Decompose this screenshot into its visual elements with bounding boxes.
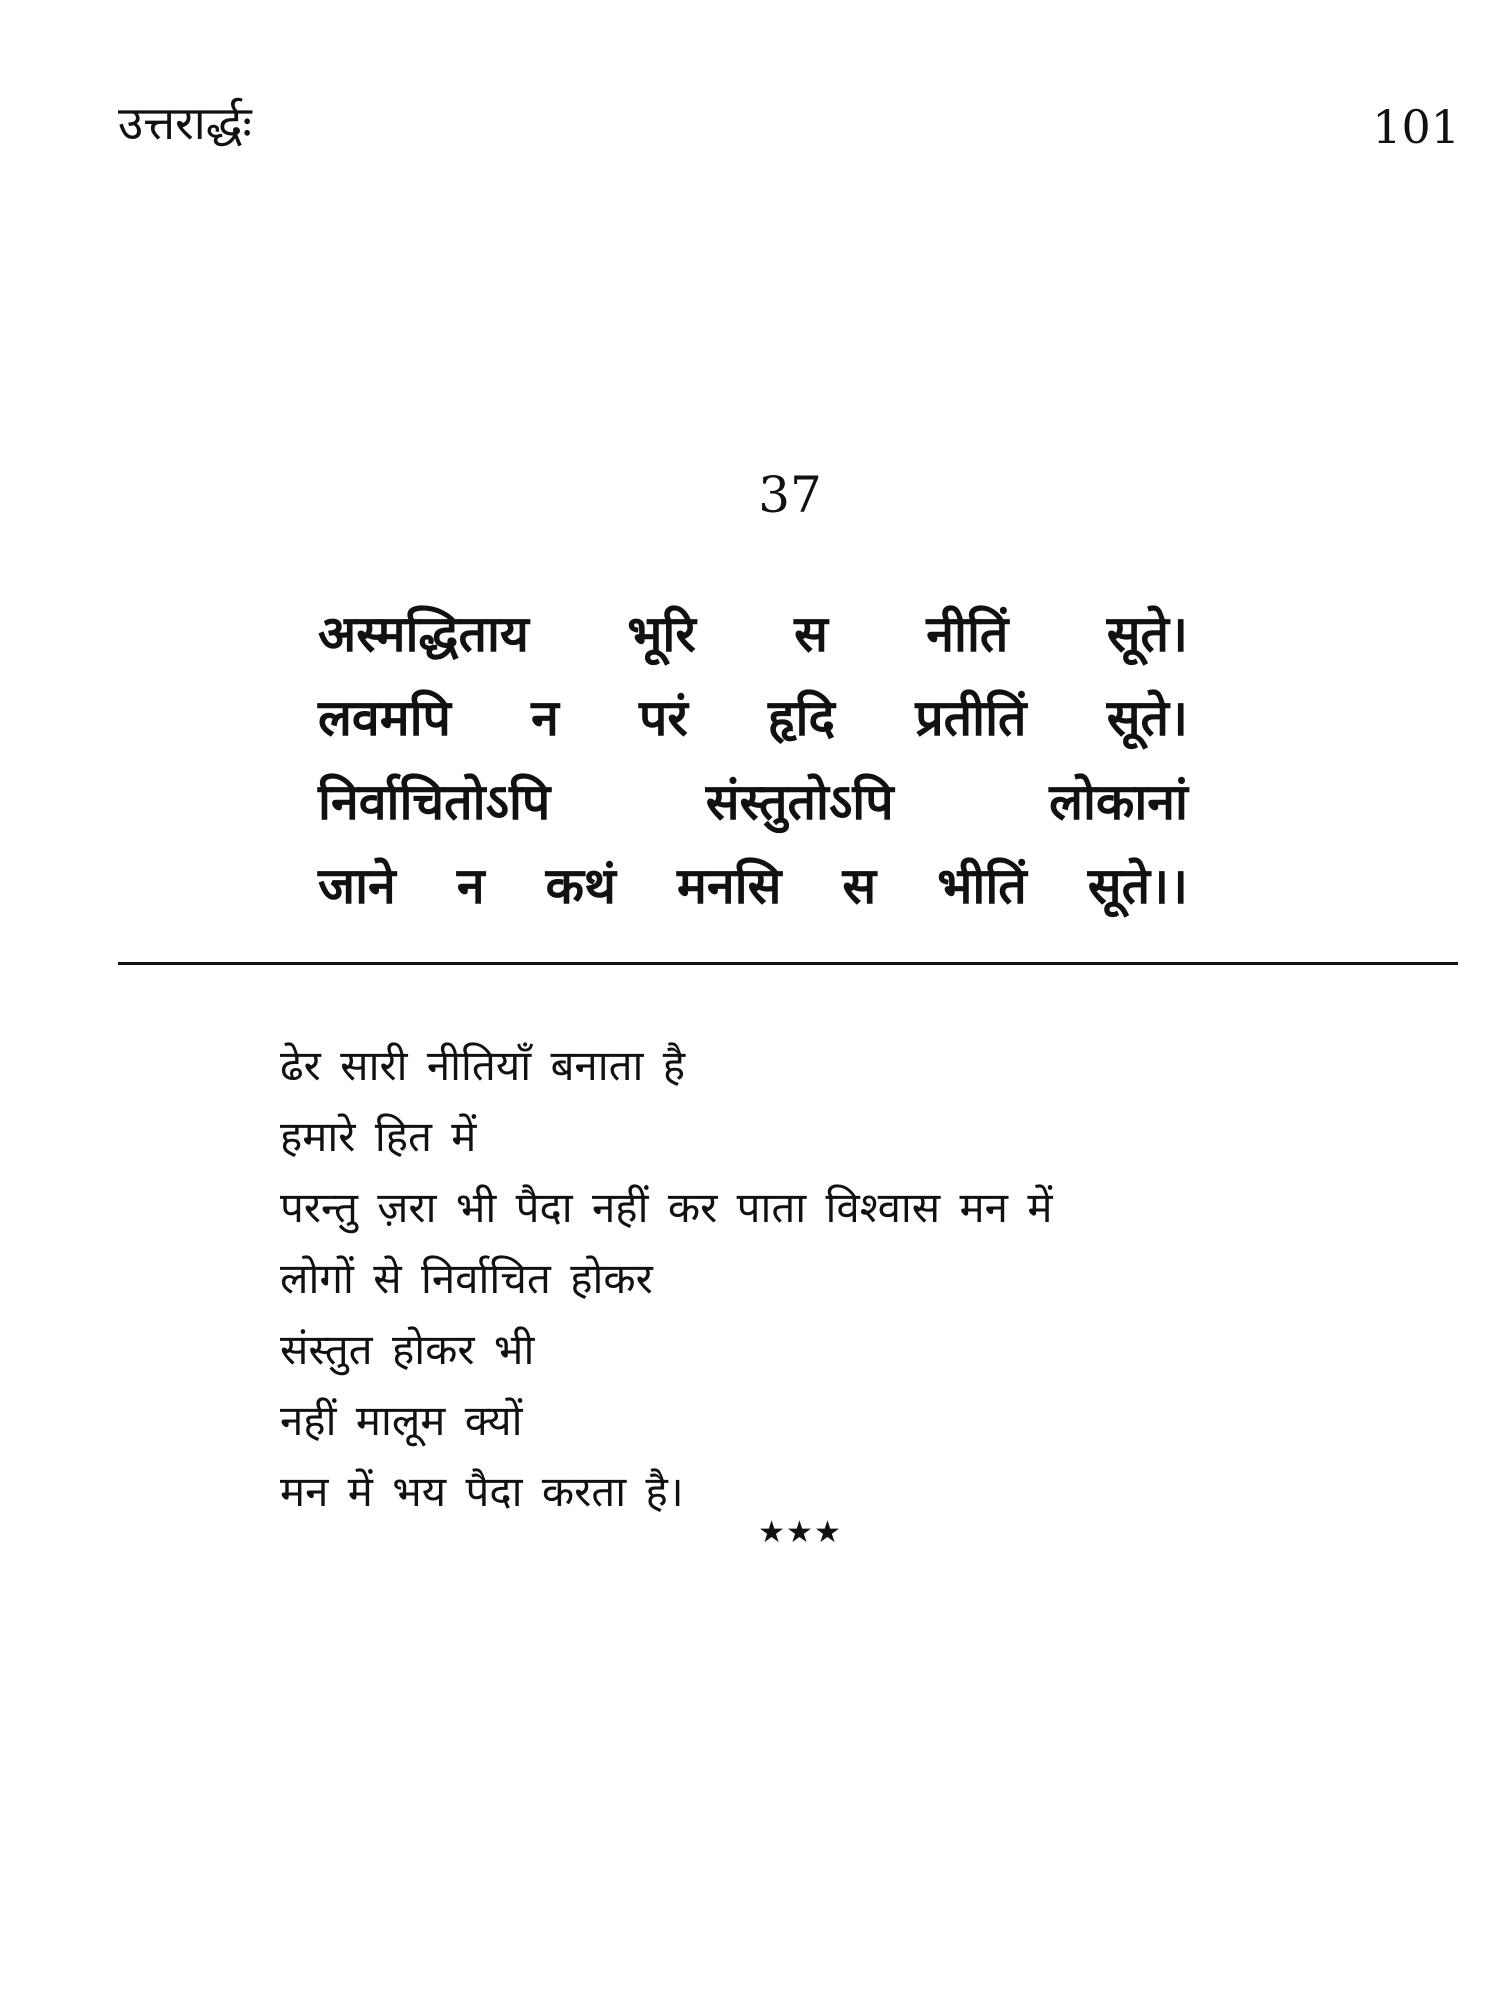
page-number: 101	[1372, 100, 1460, 154]
verse-word: सूते।।	[1087, 857, 1188, 915]
verse-word: नीतिं	[926, 605, 1009, 663]
verse-word: संस्तुतोऽपि	[705, 773, 894, 831]
verse-word: अस्मद्धिताय	[318, 605, 529, 663]
translation-line: लोगों से निर्वाचित होकर	[280, 1254, 653, 1303]
section-divider	[118, 962, 1458, 965]
verse-word: मनसि	[676, 857, 782, 915]
verse-line	[318, 760, 1188, 844]
verse-word: परं	[639, 689, 688, 747]
verse-word: प्रतीतिं	[915, 689, 1027, 747]
hindi-translation	[280, 1030, 1280, 1527]
verse-word: सूते।	[1106, 605, 1188, 663]
verse-line	[318, 844, 1188, 928]
verse-word: न	[531, 689, 559, 747]
verse-word: भूरि	[627, 605, 696, 663]
sanskrit-verse	[318, 592, 1188, 928]
verse-number: 37	[758, 466, 822, 524]
verse-word: सूते।	[1106, 689, 1188, 747]
verse-word: लवमपि	[318, 689, 451, 747]
verse-word: स	[842, 857, 877, 915]
running-head: उत्तरार्द्धः	[118, 96, 252, 150]
verse-word: न	[456, 857, 485, 915]
translation-line: हमारे हित में	[280, 1112, 477, 1161]
verse-word: जाने	[318, 857, 396, 915]
verse-word: निर्वाचितोऽपि	[318, 773, 551, 831]
translation-line: नहीं मालूम क्यों	[280, 1396, 523, 1445]
translation-line: संस्तुत होकर भी	[280, 1325, 535, 1374]
translation-line: मन में भय पैदा करता है।	[280, 1467, 684, 1516]
verse-word: कथं	[545, 857, 616, 915]
translation-line: परन्तु ज़रा भी पैदा नहीं कर पाता विश्वास मन में	[280, 1183, 1053, 1232]
verse-word: लोकानां	[1049, 773, 1188, 831]
verse-line	[318, 676, 1188, 760]
verse-word: हृदि	[768, 689, 836, 747]
end-ornament-stars: ★★★	[758, 1515, 842, 1550]
verse-line	[318, 592, 1188, 676]
translation-line: ढेर सारी नीतियाँ बनाता है	[280, 1041, 686, 1090]
verse-word: भीतिं	[937, 857, 1027, 915]
verse-word: स	[794, 605, 828, 663]
